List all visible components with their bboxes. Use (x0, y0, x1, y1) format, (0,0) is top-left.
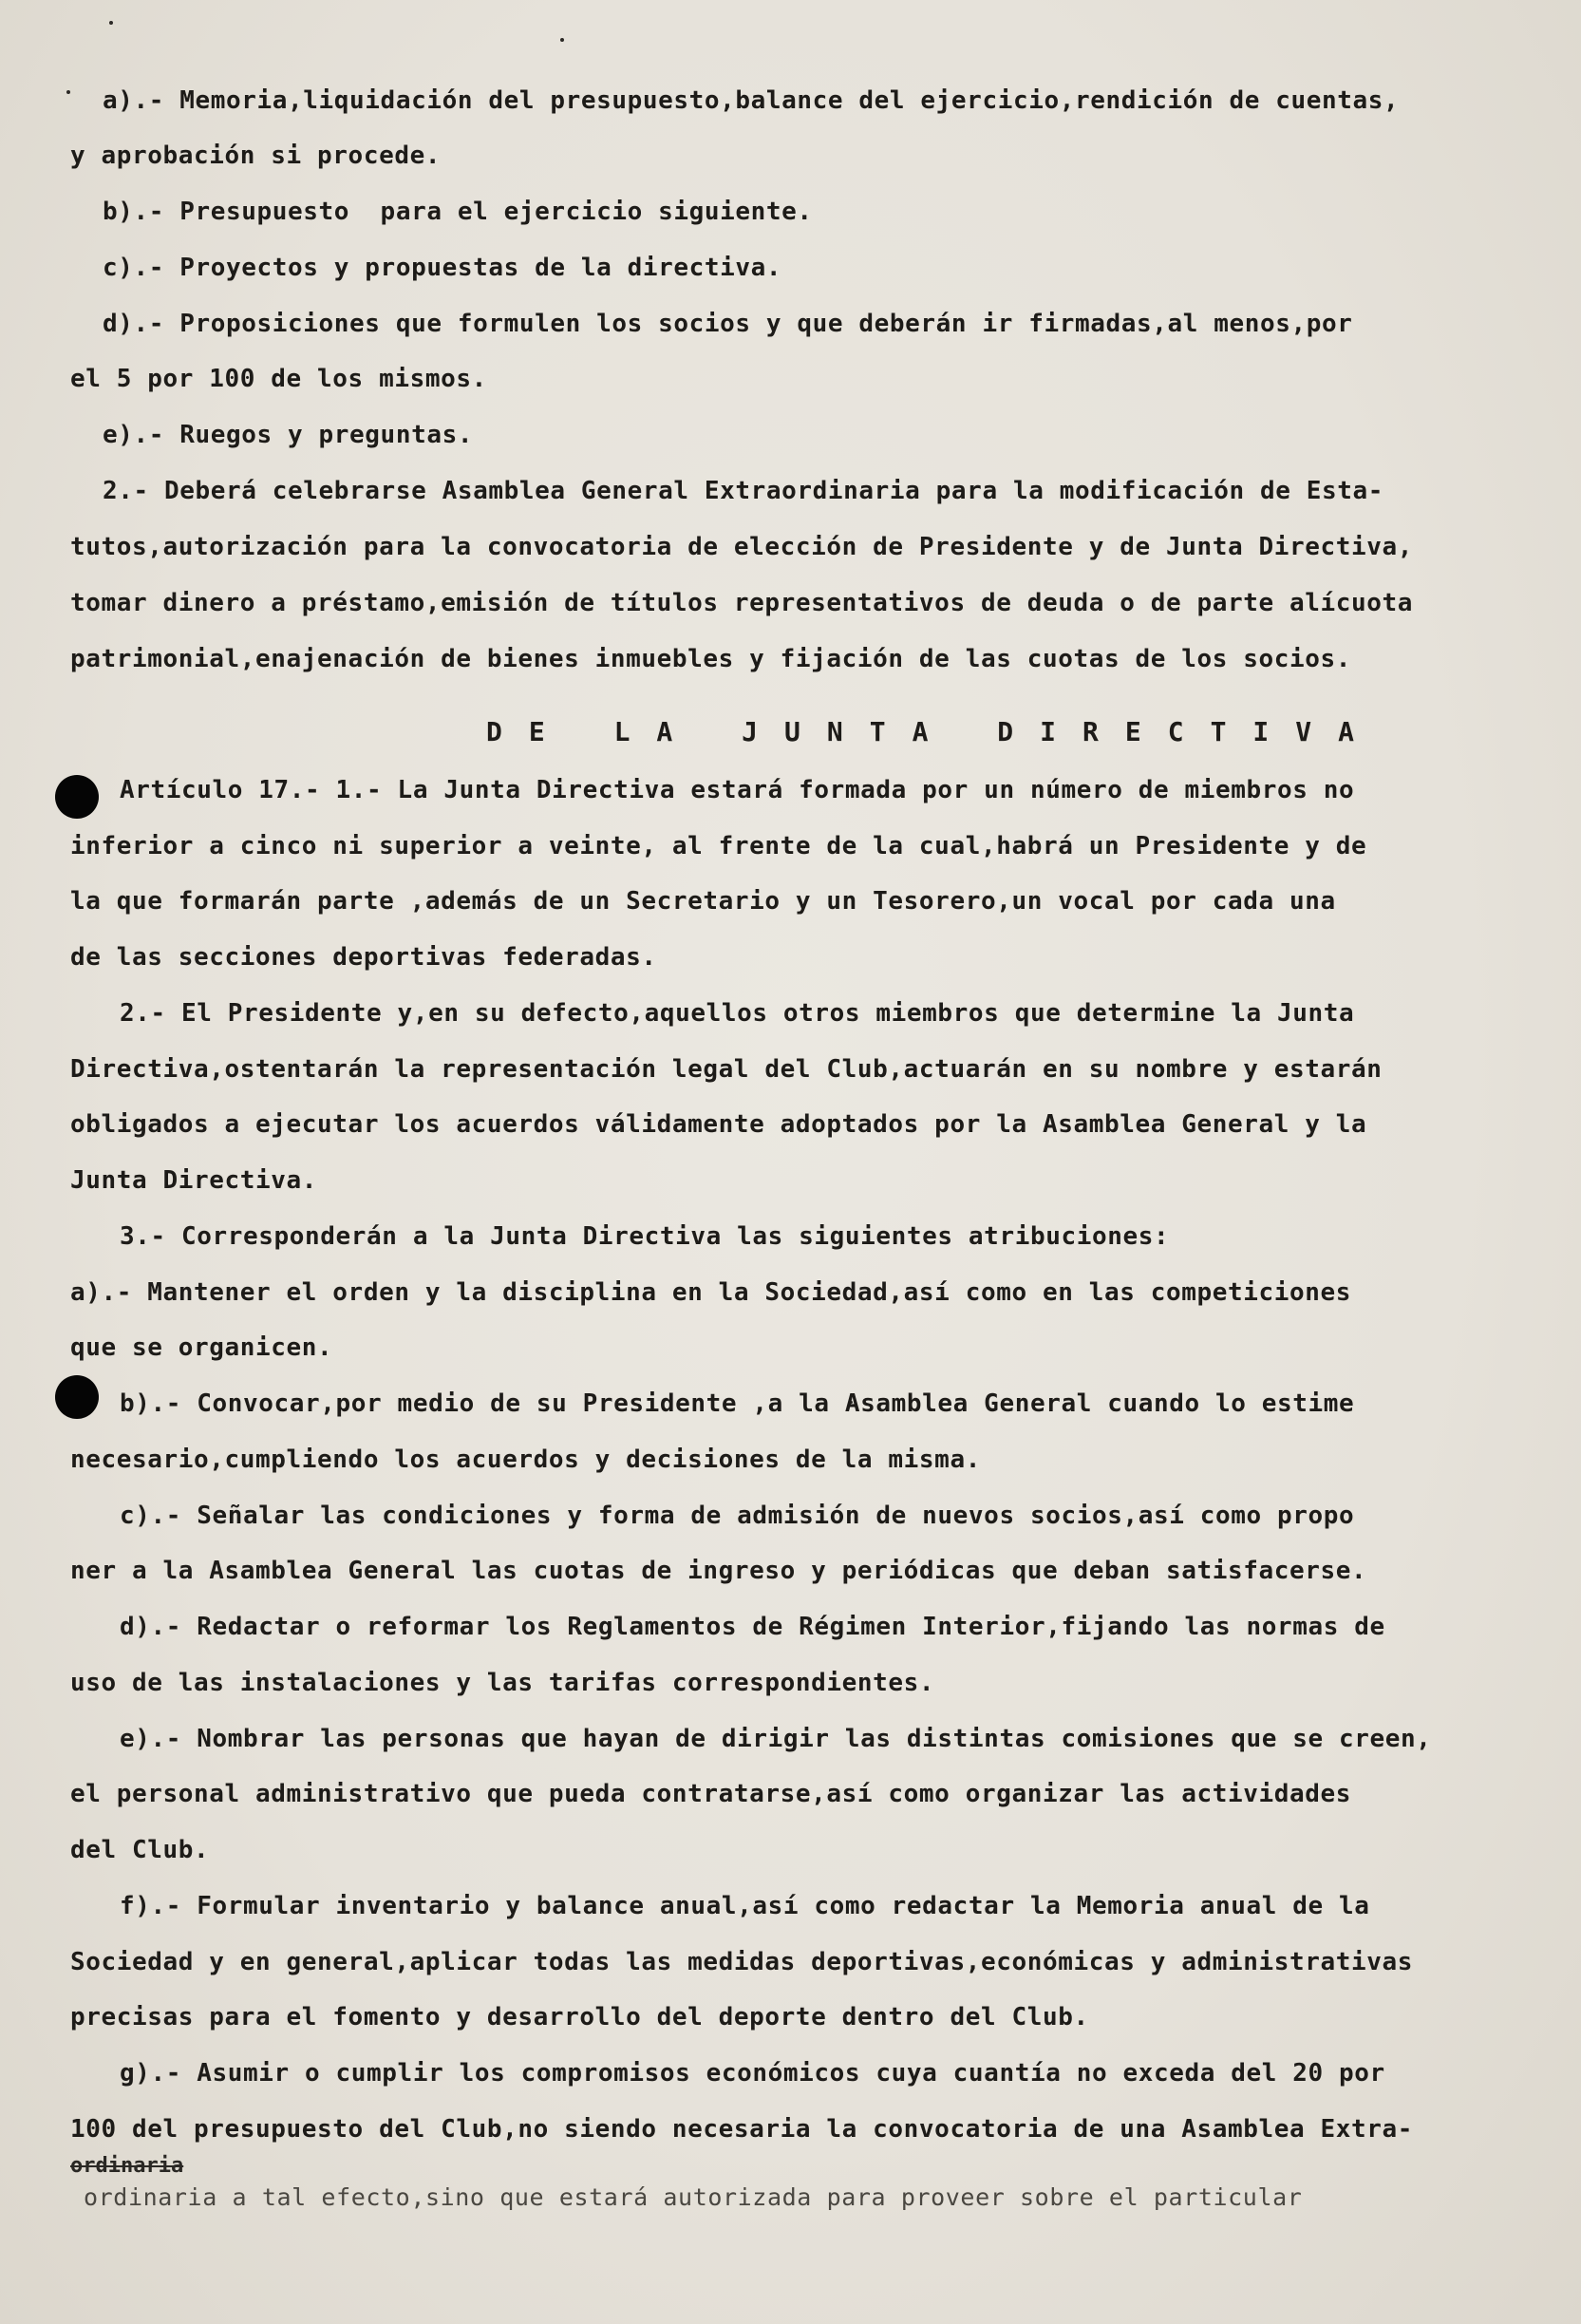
text-line: d).- Redactar o reformar los Reglamentos de Régimen Interior,fijando las normas de (120, 1613, 1385, 1641)
text-line: y aprobación si procede. (70, 142, 442, 170)
text-line-retyped: ordinaria a tal efecto,sino que estará autorizada para proveer sobre el particular (84, 2183, 1303, 2211)
text-line: 100 del presupuesto del Club,no siendo necesaria la convocatoria de una Asamblea Extra- (70, 2115, 1414, 2144)
paper-speck (66, 90, 70, 94)
text-line: f).- Formular inventario y balance anual,así como redactar la Memoria anual de la (120, 1892, 1370, 1920)
text-line: tomar dinero a préstamo,emisión de títulos representativos de deuda o de parte alícuota (70, 589, 1414, 617)
text-line: ner a la Asamblea General las cuotas de ingreso y periódicas que deban satisfacerse. (70, 1557, 1367, 1585)
paper-speck (560, 38, 564, 42)
text-line: a).- Memoria,liquidación del presupuesto,balance del ejercicio,rendición de cuentas, (103, 86, 1400, 115)
text-line: el personal administrativo que pueda contratarse,así como organizar las actividades (70, 1780, 1352, 1808)
text-line: Junta Directiva. (70, 1166, 318, 1195)
punch-hole-top (55, 775, 99, 819)
text-line: patrimonial,enajenación de bienes inmuebles y fijación de las cuotas de los socios. (70, 645, 1352, 673)
text-line: g).- Asumir o cumplir los compromisos económicos cuya cuantía no exceda del 20 por (120, 2059, 1385, 2088)
text-line: uso de las instalaciones y las tarifas correspondientes. (70, 1669, 935, 1697)
text-line: precisas para el fomento y desarrollo del deporte dentro del Club. (70, 2003, 1089, 2031)
text-line: de las secciones deportivas federadas. (70, 943, 657, 972)
text-line: e).- Ruegos y preguntas. (103, 421, 474, 449)
text-line: a).- Mantener el orden y la disciplina en la Sociedad,así como en las competiciones (70, 1278, 1352, 1307)
text-line: c).- Señalar las condiciones y forma de admisión de nuevos socios,así como propo (120, 1502, 1355, 1530)
text-line: d).- Proposiciones que formulen los socios y que deberán ir firmadas,al menos,por (103, 310, 1353, 338)
text-line: que se organicen. (70, 1333, 333, 1362)
text-line: obligados a ejecutar los acuerdos válidamente adoptados por la Asamblea General y la (70, 1110, 1367, 1139)
text-line: 2.- El Presidente y,en su defecto,aquellos otros miembros que determine la Junta (120, 999, 1355, 1028)
text-line: b).- Convocar,por medio de su Presidente ,a la Asamblea General cuando lo estime (120, 1389, 1355, 1418)
text-line: el 5 por 100 de los mismos. (70, 365, 487, 393)
section-heading: DE LA JUNTA DIRECTIVA (486, 716, 1382, 747)
text-line: la que formarán parte ,además de un Secretario y un Tesorero,un vocal por cada una (70, 887, 1336, 916)
text-line: del Club. (70, 1836, 210, 1864)
text-line: tutos,autorización para la convocatoria de elección de Presidente y de Junta Directiva, (70, 533, 1414, 561)
paper-speck (109, 21, 113, 25)
text-line: inferior a cinco ni superior a veinte, al frente de la cual,habrá un Presidente y de (70, 832, 1367, 860)
punch-hole-bottom (55, 1375, 99, 1419)
text-line: c).- Proyectos y propuestas de la directiva. (103, 254, 782, 282)
text-line: b).- Presupuesto para el ejercicio siguiente. (103, 198, 813, 226)
struck-word: ordinaria (70, 2154, 184, 2178)
text-line: 2.- Deberá celebrarse Asamblea General Extraordinaria para la modificación de Esta- (103, 477, 1384, 505)
text-line: 3.- Corresponderán a la Junta Directiva las siguientes atribuciones: (120, 1222, 1170, 1251)
text-line: Artículo 17.- 1.- La Junta Directiva estará formada por un número de miembros no (120, 776, 1355, 804)
text-line: necesario,cumpliendo los acuerdos y decisiones de la misma. (70, 1445, 981, 1474)
text-line: Sociedad y en general,aplicar todas las medidas deportivas,económicas y administrativas (70, 1948, 1414, 1976)
text-line: e).- Nombrar las personas que hayan de dirigir las distintas comisiones que se creen, (120, 1725, 1432, 1753)
text-line: Directiva,ostentarán la representación legal del Club,actuarán en su nombre y estarán (70, 1055, 1383, 1084)
